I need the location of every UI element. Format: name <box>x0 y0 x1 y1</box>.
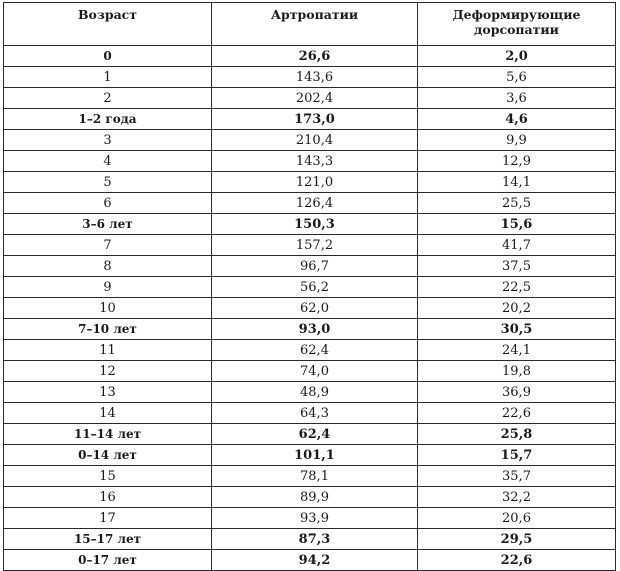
arthropathy-cell: 87,3 <box>212 529 418 550</box>
arthropathy-cell: 48,9 <box>212 382 418 403</box>
table-row <box>4 235 616 256</box>
arthropathy-cell: 93,0 <box>212 319 418 340</box>
table-row <box>4 382 616 403</box>
age-cell: 0–14 лет <box>4 445 212 466</box>
dorsopathy-cell: 2,0 <box>418 46 616 67</box>
arthropathy-cell: 157,2 <box>212 235 418 256</box>
dorsopathy-cell: 24,1 <box>418 340 616 361</box>
header-arthropathy: Артропатии <box>212 3 418 46</box>
table-row <box>4 487 616 508</box>
age-cell: 2 <box>4 88 212 109</box>
table-container <box>3 2 616 571</box>
table-row <box>4 403 616 424</box>
dorsopathy-cell: 4,6 <box>418 109 616 130</box>
age-cell: 4 <box>4 151 212 172</box>
age-cell: 3 <box>4 130 212 151</box>
arthropathy-cell: 78,1 <box>212 466 418 487</box>
arthropathy-cell: 143,6 <box>212 67 418 88</box>
dorsopathy-cell: 29,5 <box>418 529 616 550</box>
arthropathy-cell: 89,9 <box>212 487 418 508</box>
arthropathy-cell: 56,2 <box>212 277 418 298</box>
dorsopathy-cell: 9,9 <box>418 130 616 151</box>
arthropathy-cell: 62,4 <box>212 424 418 445</box>
data-table <box>3 2 616 571</box>
table-row <box>4 67 616 88</box>
arthropathy-cell: 93,9 <box>212 508 418 529</box>
arthropathy-cell: 150,3 <box>212 214 418 235</box>
arthropathy-cell: 143,3 <box>212 151 418 172</box>
header-age: Возраст <box>4 3 212 46</box>
table-body <box>4 46 616 571</box>
dorsopathy-cell: 15,7 <box>418 445 616 466</box>
table-row <box>4 298 616 319</box>
age-cell: 15 <box>4 466 212 487</box>
table-row <box>4 508 616 529</box>
dorsopathy-cell: 20,2 <box>418 298 616 319</box>
dorsopathy-cell: 36,9 <box>418 382 616 403</box>
age-cell: 14 <box>4 403 212 424</box>
age-cell: 12 <box>4 361 212 382</box>
table-row-summary <box>4 214 616 235</box>
arthropathy-cell: 26,6 <box>212 46 418 67</box>
arthropathy-cell: 210,4 <box>212 130 418 151</box>
age-cell: 15–17 лет <box>4 529 212 550</box>
age-cell: 11 <box>4 340 212 361</box>
arthropathy-cell: 96,7 <box>212 256 418 277</box>
age-cell: 7–10 лет <box>4 319 212 340</box>
arthropathy-cell: 173,0 <box>212 109 418 130</box>
table-row-summary <box>4 424 616 445</box>
header-row <box>4 3 616 46</box>
table-row <box>4 256 616 277</box>
table-row-summary <box>4 319 616 340</box>
arthropathy-cell: 64,3 <box>212 403 418 424</box>
dorsopathy-cell: 12,9 <box>418 151 616 172</box>
arthropathy-cell: 202,4 <box>212 88 418 109</box>
dorsopathy-cell: 32,2 <box>418 487 616 508</box>
table-row <box>4 193 616 214</box>
age-cell: 5 <box>4 172 212 193</box>
table-row <box>4 88 616 109</box>
table-row-summary <box>4 445 616 466</box>
table-row <box>4 466 616 487</box>
arthropathy-cell: 62,0 <box>212 298 418 319</box>
table-header <box>4 3 616 46</box>
table-row-summary <box>4 46 616 67</box>
table-row-summary <box>4 529 616 550</box>
age-cell: 3–6 лет <box>4 214 212 235</box>
table-row-summary <box>4 109 616 130</box>
age-cell: 1–2 года <box>4 109 212 130</box>
arthropathy-cell: 126,4 <box>212 193 418 214</box>
dorsopathy-cell: 25,8 <box>418 424 616 445</box>
dorsopathy-cell: 3,6 <box>418 88 616 109</box>
dorsopathy-cell: 30,5 <box>418 319 616 340</box>
age-cell: 1 <box>4 67 212 88</box>
table-row <box>4 277 616 298</box>
table-row <box>4 172 616 193</box>
age-cell: 0–17 лет <box>4 550 212 571</box>
dorsopathy-cell: 5,6 <box>418 67 616 88</box>
age-cell: 0 <box>4 46 212 67</box>
arthropathy-cell: 62,4 <box>212 340 418 361</box>
table-row <box>4 130 616 151</box>
age-cell: 17 <box>4 508 212 529</box>
arthropathy-cell: 94,2 <box>212 550 418 571</box>
table-row <box>4 361 616 382</box>
table-row <box>4 340 616 361</box>
dorsopathy-cell: 22,6 <box>418 550 616 571</box>
age-cell: 13 <box>4 382 212 403</box>
dorsopathy-cell: 22,6 <box>418 403 616 424</box>
dorsopathy-cell: 25,5 <box>418 193 616 214</box>
dorsopathy-cell: 35,7 <box>418 466 616 487</box>
dorsopathy-cell: 19,8 <box>418 361 616 382</box>
arthropathy-cell: 121,0 <box>212 172 418 193</box>
dorsopathy-cell: 22,5 <box>418 277 616 298</box>
arthropathy-cell: 101,1 <box>212 445 418 466</box>
age-cell: 8 <box>4 256 212 277</box>
age-cell: 11–14 лет <box>4 424 212 445</box>
dorsopathy-cell: 14,1 <box>418 172 616 193</box>
age-cell: 10 <box>4 298 212 319</box>
dorsopathy-cell: 41,7 <box>418 235 616 256</box>
age-cell: 7 <box>4 235 212 256</box>
header-dorsopathy: Деформирующие дорсопатии <box>418 3 616 46</box>
arthropathy-cell: 74,0 <box>212 361 418 382</box>
table-row <box>4 151 616 172</box>
table-row-summary <box>4 550 616 571</box>
dorsopathy-cell: 15,6 <box>418 214 616 235</box>
dorsopathy-cell: 37,5 <box>418 256 616 277</box>
age-cell: 16 <box>4 487 212 508</box>
age-cell: 6 <box>4 193 212 214</box>
age-cell: 9 <box>4 277 212 298</box>
dorsopathy-cell: 20,6 <box>418 508 616 529</box>
